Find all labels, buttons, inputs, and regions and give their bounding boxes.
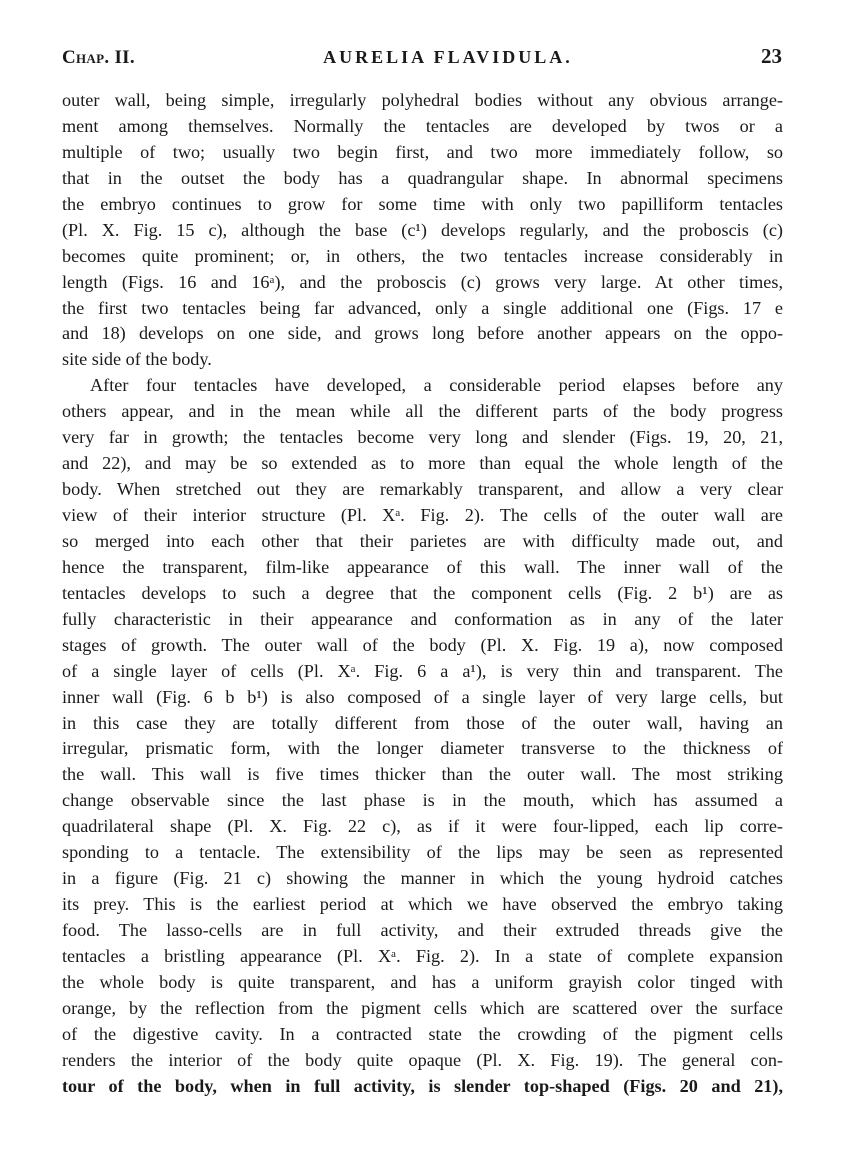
text-line: tour of the body, when in full activity, is slender top-shaped (Figs. 20 and 21), — [62, 1075, 783, 1096]
text-line: change observable since the last phase is in the mouth, which has assumed a — [62, 790, 783, 811]
text-line: so merged into each other that their parietes are with difficulty made out, and — [62, 530, 783, 551]
text-line: very far in growth; the tentacles become very long and slender (Figs. 19, 20, 21, — [62, 427, 783, 448]
text-line: hence the transparent, film-like appearance of this wall. The inner wall of the — [62, 556, 783, 577]
text-line: in this case they are totally different from those of the outer wall, having an — [62, 712, 783, 733]
text-line: its prey. This is the earliest period at which we have observed the embryo taking — [62, 894, 783, 915]
text-line: food. The lasso-cells are in full activity, and their extruded threads give the — [62, 920, 783, 940]
body-text — [62, 88, 783, 1100]
text-line: tentacles develops to such a degree that the component cells (Fig. 2 b¹) are as — [62, 582, 783, 603]
text-line: orange, by the reflection from the pigment cells which are scattered over the surface — [62, 997, 783, 1018]
text-line: renders the interior of the body quite opaque (Pl. X. Fig. 19). The general con- — [62, 1049, 783, 1070]
text-line: and 18) develops on one side, and grows long before another appears on the oppo- — [62, 323, 783, 344]
text-line: irregular, prismatic form, with the longer diameter transverse to the thickness of — [62, 738, 783, 759]
running-title: AURELIA FLAVIDULA. — [323, 47, 573, 67]
running-header — [62, 44, 782, 76]
text-line: and 22), and may be so extended as to more than equal the whole length of the — [62, 453, 783, 474]
text-line: of the digestive cavity. In a contracted state the crowding of the pigment cells — [62, 1023, 783, 1044]
text-line: others appear, and in the mean while all the different parts of the body progress — [62, 401, 783, 422]
text-line: ment among themselves. Normally the tentacles are developed by twos or a — [62, 115, 783, 136]
text-line: inner wall (Fig. 6 b b¹) is also composed of a single layer of very large cells, but — [62, 686, 783, 707]
text-line: quadrilateral shape (Pl. X. Fig. 22 c), as if it were four-lipped, each lip corre- — [62, 816, 783, 837]
text-line: stages of growth. The outer wall of the body (Pl. X. Fig. 19 a), now composed — [62, 634, 783, 655]
text-line: site side of the body. — [62, 349, 212, 370]
text-line: the whole body is quite transparent, and has a uniform grayish color tinged with — [62, 971, 783, 992]
text-line: of a single layer of cells (Pl. Xᵃ. Fig. 6 a a¹), is very thin and transparent. The — [62, 660, 783, 681]
page-number: 23 — [761, 44, 782, 68]
text-line: the wall. This wall is five times thicker than the outer wall. The most striking — [62, 764, 783, 785]
text-line: outer wall, being simple, irregularly polyhedral bodies without any obvious arrange- — [62, 90, 783, 110]
text-line: (Pl. X. Fig. 15 c), although the base (c¹) develops regularly, and the proboscis (c) — [62, 219, 783, 240]
paragraph-2 — [62, 373, 783, 1099]
text-line: multiple of two; usually two begin first, and two more immediately follow, so — [62, 141, 783, 162]
text-line: length (Figs. 16 and 16ᵃ), and the proboscis (c) grows very large. At other times, — [62, 271, 783, 292]
text-line: becomes quite prominent; or, in others, the two tentacles increase considerably in — [62, 245, 783, 266]
text-line: that in the outset the body has a quadrangular shape. In abnormal specimens — [62, 167, 783, 188]
text-line: sponding to a tentacle. The extensibility of the lips may be seen as represented — [62, 842, 783, 863]
text-line: tentacles a bristling appearance (Pl. Xᵃ. Fig. 2). In a state of complete expansion — [62, 945, 783, 966]
text-line: After four tentacles have developed, a considerable period elapses before any — [90, 375, 783, 396]
text-line: the first two tentacles being far advanced, only a single additional one (Figs. 17 e — [62, 297, 783, 318]
text-line: view of their interior structure (Pl. Xᵃ. Fig. 2). The cells of the outer wall are — [62, 505, 783, 525]
text-line: body. When stretched out they are remarkably transparent, and allow a very clear — [62, 479, 783, 500]
chapter-label: Chap. II. — [62, 47, 135, 68]
text-line: fully characteristic in their appearance and conformation as in any of the later — [62, 608, 783, 629]
paragraph-1 — [62, 88, 783, 373]
text-line: the embryo continues to grow for some time with only two papilliform tentacles — [62, 193, 783, 214]
text-line: in a figure (Fig. 21 c) showing the manner in which the young hydroid catches — [62, 868, 783, 889]
